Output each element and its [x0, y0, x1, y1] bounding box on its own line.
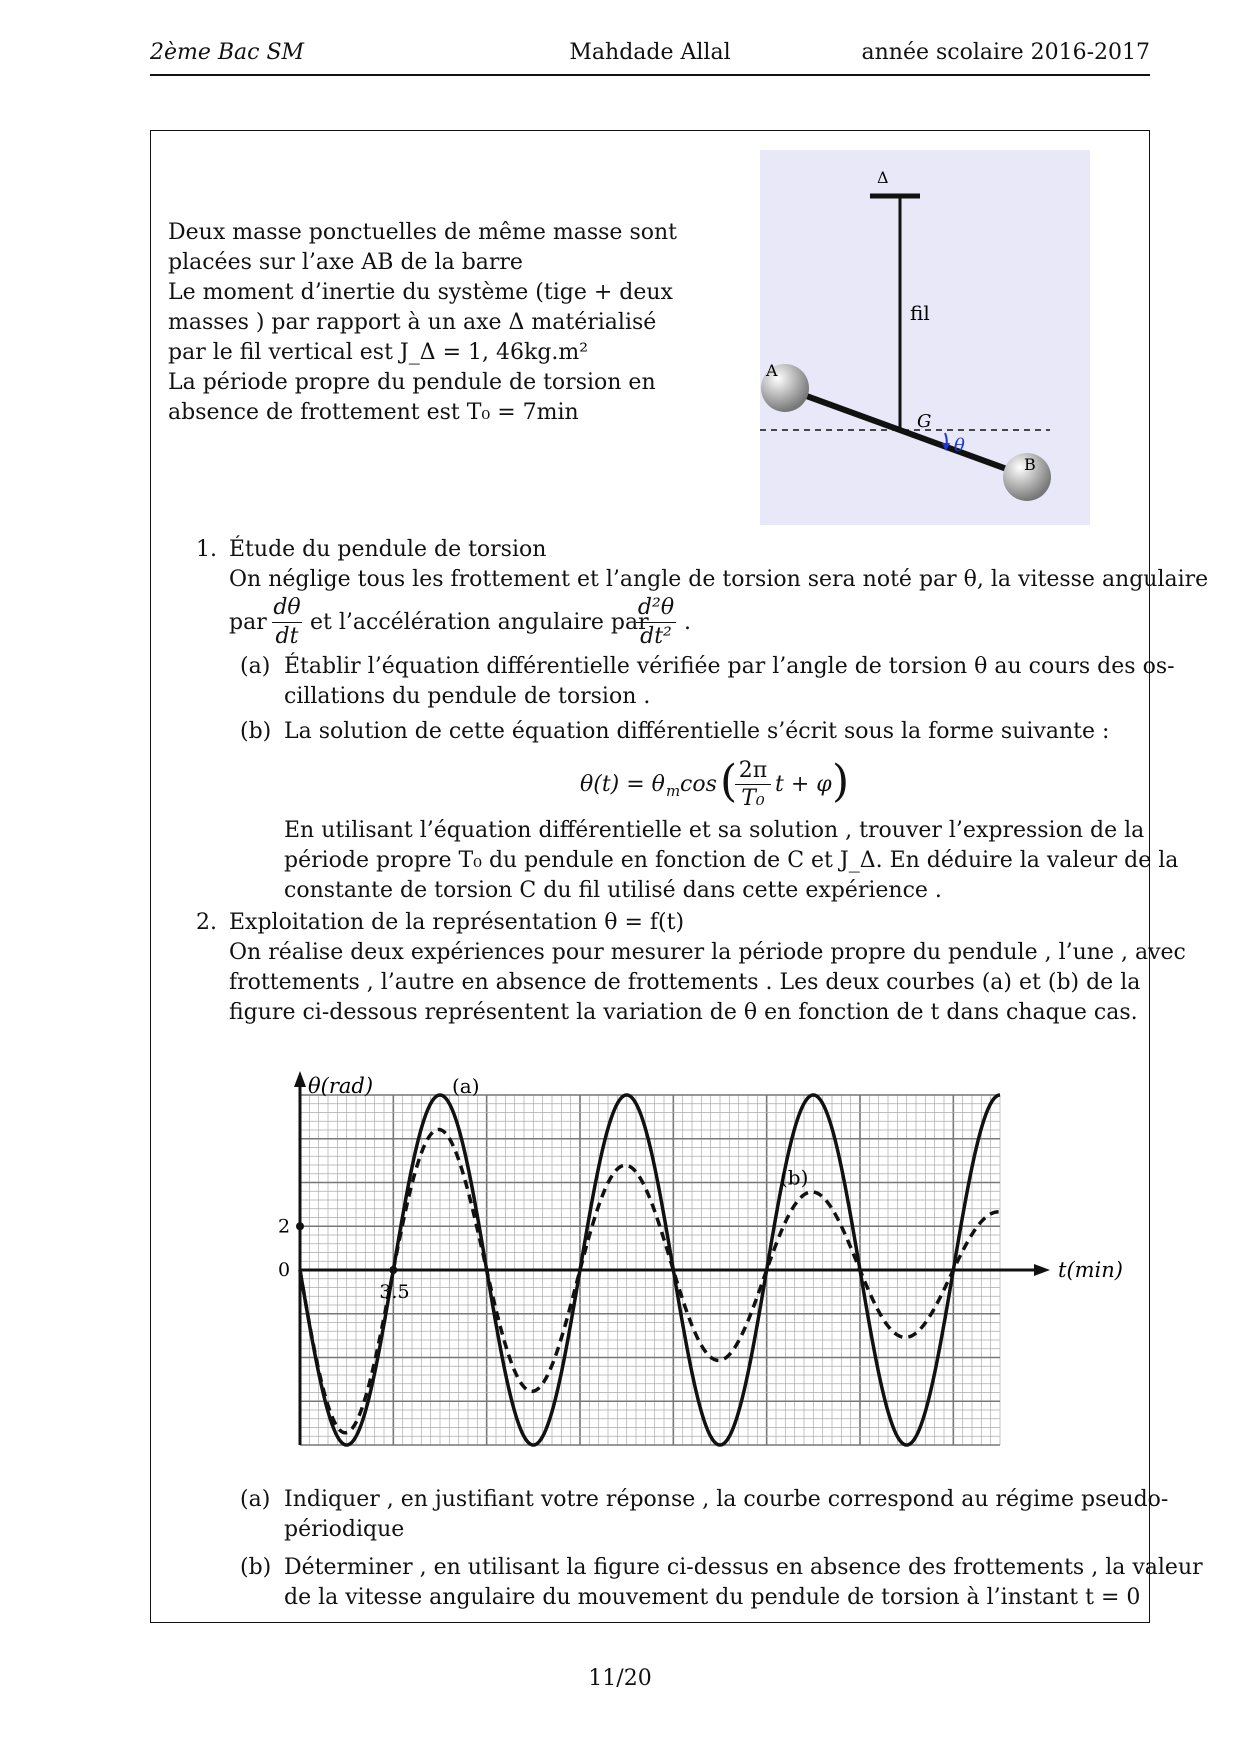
curve-b-label: (b)	[780, 1165, 809, 1190]
d2theta-fraction	[636, 594, 676, 651]
theta-time-chart	[250, 1060, 1123, 1480]
question-1b-line: constante de torsion C du fil utilisé dans cette expérience .	[284, 878, 942, 903]
question-2b-line: Déterminer , en utilisant la figure ci-dessus en absence des frottements , la valeur	[284, 1555, 1203, 1580]
question-2a-line: périodique	[284, 1517, 405, 1542]
formula-numerator: 2π	[735, 758, 771, 785]
d2theta-denominator: dt²	[640, 624, 672, 649]
formula-sub: m	[666, 782, 681, 800]
header-year: année scolaire 2016-2017	[861, 40, 1150, 65]
question-1a-label: (a)	[240, 654, 271, 679]
intro-line: placées sur l’axe AB de la barre	[168, 250, 523, 275]
x-axis-arrow	[1034, 1264, 1050, 1276]
dtheta-denominator: dt	[275, 624, 299, 649]
intro-line: masses ) par rapport à un axe Δ matérialisé	[168, 310, 657, 335]
dtheta-fraction	[272, 594, 302, 651]
header-author: Mahdade Allal	[569, 40, 731, 65]
formula-left: θ(t) = θ	[580, 772, 665, 797]
mass-b-label: B	[1024, 455, 1036, 474]
question-1a-line: Établir l’équation différentielle vérifiée par l’angle de torsion θ au cours des os-	[284, 654, 1175, 679]
question-1b-label: (b)	[240, 719, 272, 744]
y-tick-dot	[296, 1222, 304, 1230]
mass-a-label: A	[766, 361, 778, 380]
intro-line: Deux masse ponctuelles de même masse sont	[168, 220, 677, 245]
intro-line: absence de frottement est T₀ = 7min	[168, 400, 579, 425]
angle-theta-label: θ	[954, 435, 965, 456]
question-1-text: On néglige tous les frottement et l’angle de torsion sera noté par θ, la vitesse angulaire	[229, 567, 1209, 592]
formula-cos: cos	[680, 772, 717, 797]
formula-denominator: T₀	[741, 786, 765, 811]
y-axis-arrow	[294, 1071, 306, 1087]
intro-line: Le moment d’inertie du système (tige + deux	[168, 280, 673, 305]
question-1-number: 1.	[196, 537, 217, 562]
y-tick-label: 2	[278, 1215, 291, 1238]
question-2b-label: (b)	[240, 1555, 272, 1580]
question-1b-line: En utilisant l’équation différentielle et sa solution , trouver l’expression de la	[284, 818, 1145, 843]
page-header	[150, 40, 1150, 76]
intro-line: La période propre du pendule de torsion en	[168, 370, 656, 395]
wire-label: fil	[910, 301, 930, 325]
x-axis-label: t(min)	[1058, 1258, 1123, 1282]
question-2-number: 2.	[196, 910, 217, 935]
d2theta-numerator: d²θ	[636, 594, 676, 623]
formula-paren-open: (	[720, 756, 738, 807]
torsion-pendulum-figure	[760, 150, 1090, 525]
x-tick-label: 3.5	[379, 1281, 410, 1303]
y-axis-label: θ(rad)	[308, 1074, 374, 1098]
question-2a-line: Indiquer , en justifiant votre réponse , la courbe correspond au régime pseudo-	[284, 1487, 1169, 1512]
y-tick-label: 0	[278, 1259, 291, 1281]
question-1b-line: La solution de cette équation différentielle s’écrit sous la forme suivante :	[284, 719, 1110, 744]
question-2a-label: (a)	[240, 1487, 271, 1512]
question-2b-line: de la vitesse angulaire du mouvement du pendule de torsion à l’instant t = 0	[284, 1585, 1141, 1610]
page-number: 11/20	[588, 1666, 652, 1691]
intro-text	[168, 218, 677, 428]
formula-tail: t + φ	[775, 772, 832, 797]
formula-paren-close: )	[832, 756, 850, 807]
intro-line: par le fil vertical est J_Δ = 1, 46kg.m²	[168, 340, 589, 365]
curve-a-label: (a)	[452, 1074, 480, 1098]
question-1a-line: cillations du pendule de torsion .	[284, 684, 651, 709]
mid-text: et l’accélération angulaire par	[310, 610, 649, 635]
question-1b-line: période propre T₀ du pendule en fonction de C et J_Δ. En déduire la valeur de la	[284, 848, 1179, 873]
question-2-line: figure ci-dessous représentent la variation de θ en fonction de t dans chaque cas.	[229, 1000, 1138, 1025]
question-1-title: Étude du pendule de torsion	[229, 537, 547, 562]
formula-fraction	[735, 758, 771, 813]
par-word: par	[229, 610, 267, 635]
question-2-line: frottements , l’autre en absence de frottements . Les deux courbes (a) et (b) de la	[229, 970, 1141, 995]
header-class: 2ème Bac SM	[150, 40, 305, 65]
question-2-title: Exploitation de la représentation θ = f(t)	[229, 910, 685, 935]
dtheta-numerator: dθ	[272, 594, 302, 623]
center-g-label: G	[917, 411, 932, 432]
question-2-line: On réalise deux expériences pour mesurer la période propre du pendule , l’une , avec	[229, 940, 1186, 965]
x-tick-dot	[389, 1266, 397, 1274]
axis-delta-label: Δ	[877, 168, 889, 187]
end-period: .	[684, 610, 691, 635]
